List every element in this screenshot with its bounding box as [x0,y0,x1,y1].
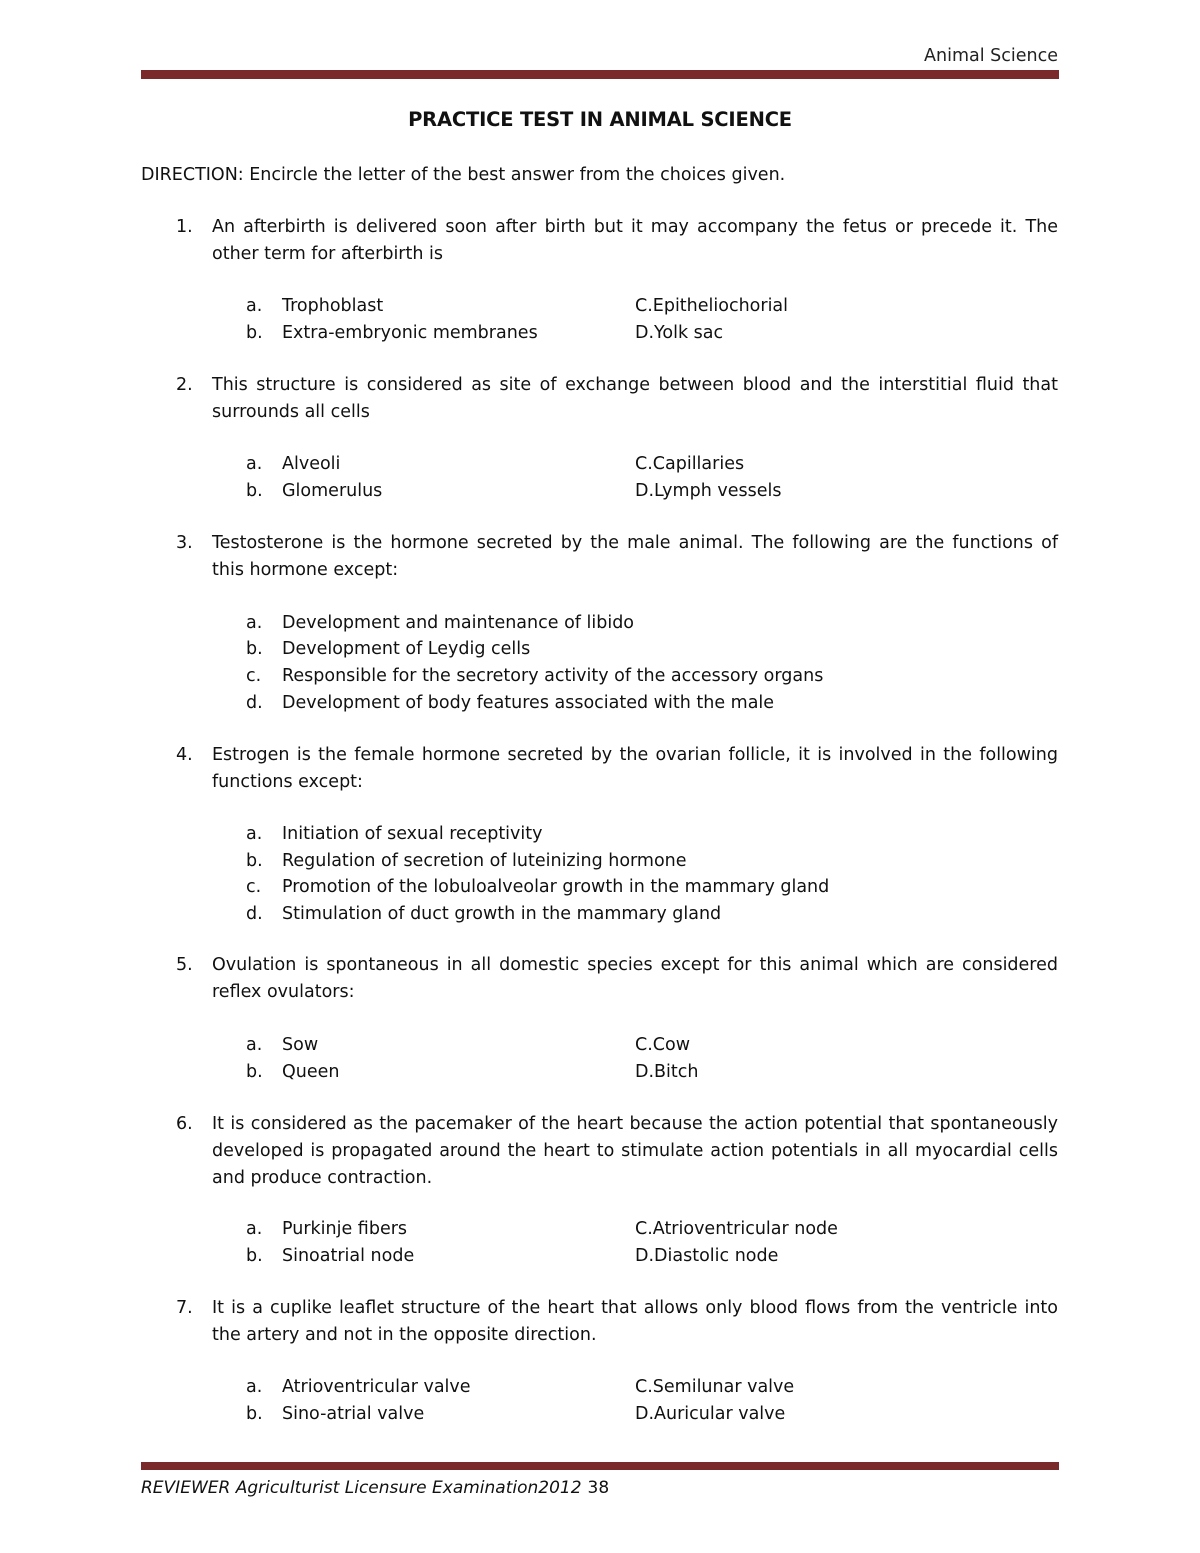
option-letter: d. [246,693,263,713]
question-number: 7. [176,1298,193,1318]
option-letter: b. [246,323,263,343]
option-text: Glomerulus [282,481,383,501]
option-letter: a. [246,613,263,633]
question-text: Testosterone is the hormone secreted by the male animal. The following are the functions of this hormone except: [212,533,1058,580]
question-text: An afterbirth is delivered soon after birth but it may accompany the fetus or precede it. The other term for afterbirth is [212,217,1058,264]
question-number: 2. [176,375,193,395]
option-text: Queen [282,1062,340,1082]
option-c[interactable]: C.Capillaries [635,454,745,474]
footer-text: REVIEWER Agriculturist Licensure Examination2012 [141,1478,582,1498]
option-d[interactable]: D.Lymph vessels [635,481,782,501]
header-rule [141,70,1059,79]
option-c[interactable]: C.Epitheliochorial [635,296,789,316]
option-text: Atrioventricular valve [282,1377,471,1397]
direction-line [141,165,785,185]
option-d[interactable]: D.Yolk sac [635,323,724,343]
option-letter: c. [246,666,262,686]
option-letter: a. [246,1219,263,1239]
option-text: Development of Leydig cells [282,639,531,659]
option-letter: a. [246,454,263,474]
question-number: 4. [176,745,193,765]
question-1 [176,214,1058,268]
direction-label: DIRECTION: [141,165,244,185]
question-number: 1. [176,217,193,237]
option-text: Alveoli [282,454,341,474]
question-4 [176,742,1058,796]
question-5 [176,952,1058,1006]
option-letter: b. [246,639,263,659]
option-c[interactable]: C.Cow [635,1035,691,1055]
option-d[interactable]: D.Bitch [635,1062,699,1082]
option-c[interactable]: C.Atrioventricular node [635,1219,838,1239]
option-text: Responsible for the secretory activity of the accessory organs [282,666,824,686]
option-letter: d. [246,904,263,924]
option-letter: b. [246,851,263,871]
question-text: Estrogen is the female hormone secreted by the ovarian follicle, it is involved in the following functions except: [212,745,1058,792]
option-letter: a. [246,824,263,844]
option-letter: c. [246,877,262,897]
question-text: This structure is considered as site of exchange between blood and the interstitial fluid that surrounds all cells [212,375,1058,422]
option-text: Stimulation of duct growth in the mammary gland [282,904,722,924]
page-number: 38 [587,1478,610,1498]
option-letter: b. [246,1062,263,1082]
option-text: Initiation of sexual receptivity [282,824,543,844]
option-letter: a. [246,1377,263,1397]
option-text: Sow [282,1035,319,1055]
question-number: 3. [176,533,193,553]
page-title: PRACTICE TEST IN ANIMAL SCIENCE [408,108,792,131]
footer-rule [141,1462,1059,1470]
option-text: Promotion of the lobuloalveolar growth in the mammary gland [282,877,830,897]
option-d[interactable]: D.Auricular valve [635,1404,786,1424]
question-text: It is considered as the pacemaker of the heart because the action potential that spontaneously developed is propagated around the heart to stimulate action potentials in all myocardial cells and produce contraction. [212,1114,1058,1188]
option-text: Development of body features associated with the male [282,693,775,713]
running-header: Animal Science [924,46,1058,66]
option-letter: b. [246,1246,263,1266]
option-letter: a. [246,296,263,316]
question-text: It is a cuplike leaflet structure of the heart that allows only blood flows from the ventricle into the artery and not in the opposite direction. [212,1298,1058,1345]
option-c[interactable]: C.Semilunar valve [635,1377,795,1397]
option-letter: b. [246,481,263,501]
option-letter: b. [246,1404,263,1424]
question-number: 6. [176,1114,193,1134]
question-number: 5. [176,955,193,975]
option-text: Purkinje fibers [282,1219,408,1239]
question-3 [176,530,1058,584]
direction-text: Encircle the letter of the best answer from the choices given. [243,165,786,185]
option-letter: a. [246,1035,263,1055]
option-text: Extra-embryonic membranes [282,323,538,343]
option-text: Trophoblast [282,296,384,316]
option-text: Regulation of secretion of luteinizing hormone [282,851,687,871]
option-text: Sinoatrial node [282,1246,415,1266]
question-text: Ovulation is spontaneous in all domestic species except for this animal which are considered reflex ovulators: [212,955,1058,1002]
question-7 [176,1295,1058,1349]
option-d[interactable]: D.Diastolic node [635,1246,779,1266]
question-2 [176,372,1058,426]
question-6 [176,1111,1058,1192]
option-text: Development and maintenance of libido [282,613,635,633]
page-footer [141,1478,609,1498]
option-text: Sino-atrial valve [282,1404,425,1424]
